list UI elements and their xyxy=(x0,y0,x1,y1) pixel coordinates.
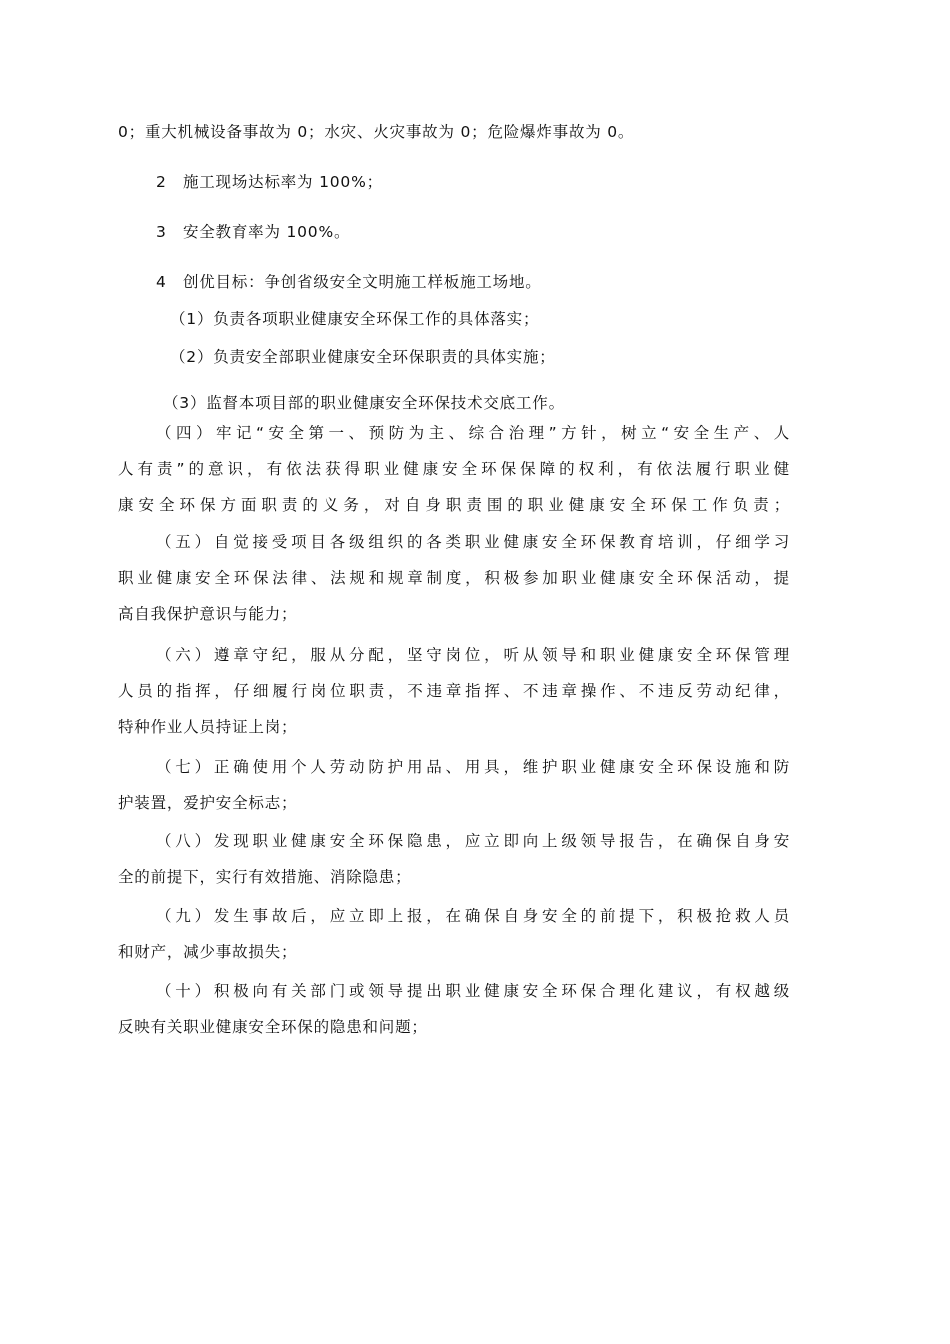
text-line-1: 0；重大机械设备事故为 0；水灾、火灾事故为 0；危险爆炸事故为 0。 xyxy=(118,123,635,141)
target-item-2: 2 施工现场达标率为 100%； xyxy=(156,173,383,191)
clause-8-line-1: （八）发现职业健康安全环保隐患，应立即向上级领导报告，在确保自身安 xyxy=(156,832,790,850)
clause-6-line-1: （六）遵章守纪，服从分配，坚守岗位，听从领导和职业健康安全环保管理 xyxy=(156,646,790,664)
clause-9-line-1: （九）发生事故后，应立即上报，在确保自身安全的前提下，积极抢救人员 xyxy=(156,907,790,925)
clause-5-line-2: 职业健康安全环保法律、法规和规章制度，积极参加职业健康安全环保活动，提 xyxy=(118,569,790,587)
clause-10-line-2: 反映有关职业健康安全环保的隐患和问题； xyxy=(118,1018,428,1036)
clause-9-line-2: 和财产，减少事故损失； xyxy=(118,943,298,961)
clause-7-line-2: 护装置，爱护安全标志； xyxy=(118,794,298,812)
clause-4-line-3: 康安全环保方面职责的义务，对自身职责围的职业健康安全环保工作负责； xyxy=(118,496,790,514)
target-item-4: 4 创优目标：争创省级安全文明施工样板施工场地。 xyxy=(156,273,542,291)
duty-item-1: （1）负责各项职业健康安全环保工作的具体落实； xyxy=(170,310,540,328)
target-item-3: 3 安全教育率为 100%。 xyxy=(156,223,351,241)
clause-6-line-3: 特种作业人员持证上岗； xyxy=(118,718,298,736)
clause-6-line-2: 人员的指挥，仔细履行岗位职责，不违章指挥、不违章操作、不违反劳动纪律， xyxy=(118,682,790,700)
clause-5-line-1: （五）自觉接受项目各级组织的各类职业健康安全环保教育培训，仔细学习 xyxy=(156,533,790,551)
clause-10-line-1: （十）积极向有关部门或领导提出职业健康安全环保合理化建议，有权越级 xyxy=(156,982,790,1000)
clause-7-line-1: （七）正确使用个人劳动防护用品、用具，维护职业健康安全环保设施和防 xyxy=(156,758,790,776)
duty-item-2: （2）负责安全部职业健康安全环保职责的具体实施； xyxy=(170,348,556,366)
clause-4-line-1: （四）牢记“安全第一、预防为主、综合治理”方针，树立“安全生产、人 xyxy=(156,424,790,442)
clause-5-line-3: 高自我保护意识与能力； xyxy=(118,605,298,623)
clause-4-line-2: 人有责”的意识，有依法获得职业健康安全环保保障的权利，有依法履行职业健 xyxy=(118,460,790,478)
clause-8-line-2: 全的前提下，实行有效措施、消除隐患； xyxy=(118,868,412,886)
duty-item-3: （3）监督本项目部的职业健康安全环保技术交底工作。 xyxy=(163,394,565,412)
